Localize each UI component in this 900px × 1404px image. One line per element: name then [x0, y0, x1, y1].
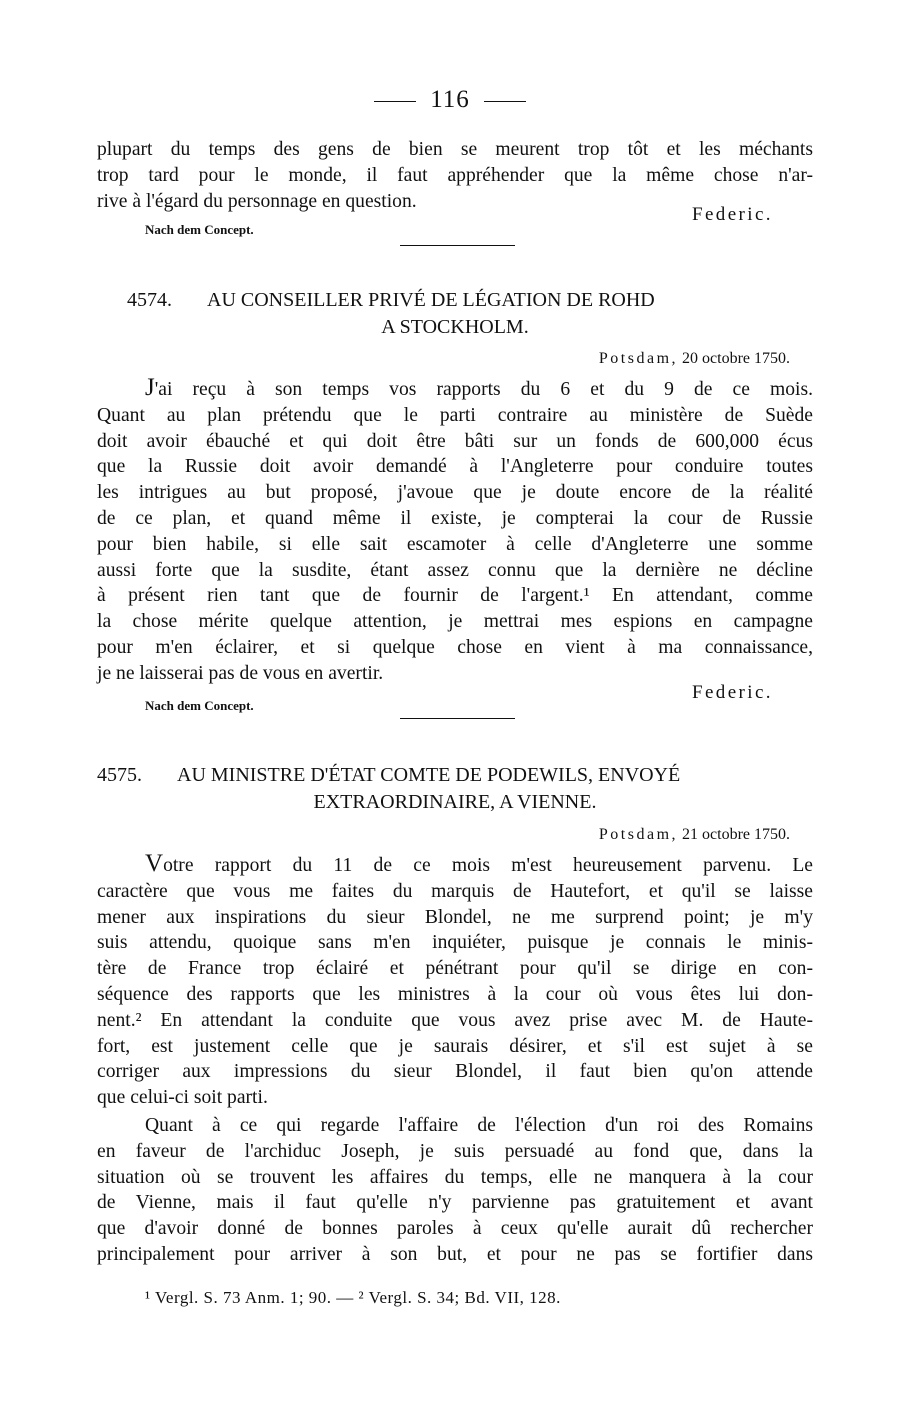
text-line: aussi forte que la susdite, étant assez connu que la dernière ne décline	[97, 559, 813, 581]
letter-number: 4575.	[97, 764, 142, 786]
page-number-text: 116	[430, 86, 470, 113]
text-line: suis attendu, quoique sans m'en inquiéter, puisque je connais le minis-	[97, 932, 813, 954]
text-line: nent.² En attendant la conduite que vous avez prise avec M. de Haute-	[97, 1009, 813, 1031]
dateline-date: 20 octobre 1750.	[682, 350, 790, 367]
signature: Federic.	[692, 682, 773, 703]
text-line: que d'avoir donné de bonnes paroles à ceux qu'elle aurait dû rechercher	[97, 1218, 813, 1240]
text-line: corriger aux impressions du sieur Blondel, il faut bien qu'on attende	[97, 1061, 813, 1083]
text-line: de Vienne, mais il faut qu'elle n'y parvienne pas gratuitement et avant	[97, 1192, 813, 1214]
page-number	[0, 86, 900, 114]
text-line: situation où se trouvent les affaires du temps, elle ne manquera à la cour	[97, 1166, 813, 1188]
text-line: caractère que vous me faites du marquis de Hautefort, et qu'il se laisse	[97, 880, 813, 902]
dateline-place: Potsdam,	[598, 350, 679, 367]
source-note: Nach dem Concept.	[145, 222, 254, 237]
dateline	[599, 350, 790, 368]
text-line: que la Russie doit avoir demandé à l'Angleterre pour conduire toutes	[97, 456, 813, 478]
text-line: Quant au plan prétendu que le parti contraire au ministère de Suède	[97, 404, 813, 426]
text-line: pour bien habile, si elle sait escamoter à celle d'Angleterre une somme	[97, 533, 813, 555]
letter-body	[97, 851, 813, 1111]
text-line: rive à l'égard du personnage en question.	[97, 190, 417, 212]
text-line-rest: otre rapport du 11 de ce mois m'est heureusement parvenu. Le	[163, 855, 813, 876]
text-line: à présent rien tant que de fournir de l'argent.¹ En attendant, comme	[97, 585, 813, 607]
text-line: trop tard pour le monde, il faut appréhender que la même chose n'ar-	[97, 164, 813, 186]
text-line: la chose mérite quelque attention, je mettrai mes espions en campagne	[97, 611, 813, 633]
page-number-dash-right	[484, 101, 526, 102]
dateline	[599, 826, 790, 844]
text-line: fort, est justement celle que je saurais désirer, et s'il est sujet à se	[97, 1035, 813, 1057]
text-line: je ne laisserai pas de vous en avertir.	[97, 662, 384, 684]
letter-heading	[97, 287, 813, 341]
text-line: en faveur de l'archiduc Joseph, je suis persuadé au fond que, dans la	[97, 1140, 813, 1162]
letter-body	[97, 375, 813, 687]
letter-heading	[97, 762, 813, 816]
heading-line: AU MINISTRE D'ÉTAT COMTE DE PODEWILS, ENVOYÉ	[177, 764, 681, 786]
text-line: que celui-ci soit parti.	[97, 1087, 268, 1109]
text-line: de ce plan, et quand même il existe, je compterai la cour de Russie	[97, 507, 813, 529]
text-line: mener aux inspirations du sieur Blondel, ne me surprend point; je m'y	[97, 906, 813, 928]
text-line-rest: 'ai reçu à son temps vos rapports du 6 et du 9 de ce mois.	[154, 379, 813, 400]
letter-body-continued	[97, 1113, 813, 1268]
signature: Federic.	[692, 204, 773, 225]
heading-line: EXTRAORDINAIRE, A VIENNE.	[313, 791, 597, 813]
section-rule	[400, 718, 515, 719]
initial-letter: V	[145, 850, 164, 877]
section-rule	[400, 245, 515, 246]
heading-line: A STOCKHOLM.	[381, 316, 529, 338]
text-line	[97, 375, 813, 403]
text-line: pour m'en éclairer, et si quelque chose en vient à ma connaissance,	[97, 636, 813, 658]
opening-paragraph	[97, 137, 813, 214]
text-line	[97, 851, 813, 879]
initial-letter: J	[145, 374, 155, 401]
text-line: Quant à ce qui regarde l'affaire de l'élection d'un roi des Romains	[145, 1115, 813, 1136]
text-line: doit avoir ébauché et qui doit être bâti sur un fonds de 600,000 écus	[97, 430, 813, 452]
dateline-place: Potsdam,	[598, 826, 679, 843]
heading-line: AU CONSEILLER PRIVÉ DE LÉGATION DE ROHD	[207, 289, 655, 311]
source-note: Nach dem Concept.	[145, 698, 254, 713]
text-line: principalement pour arriver à son but, et pour ne pas se fortifier dans	[97, 1243, 813, 1265]
text-line: séquence des rapports que les ministres à la cour où vous êtes lui don-	[97, 983, 813, 1005]
text-line: plupart du temps des gens de bien se meurent trop tôt et les méchants	[97, 139, 813, 160]
dateline-date: 21 octobre 1750.	[682, 826, 790, 843]
footnotes: ¹ Vergl. S. 73 Anm. 1; 90. — ² Vergl. S. 34; Bd. VII, 128.	[145, 1288, 561, 1307]
text-line: tère de France trop éclairé et pénétrant pour qu'il se dirige en con-	[97, 958, 813, 980]
letter-number: 4574.	[127, 289, 172, 311]
page-number-dash-left	[374, 101, 416, 102]
text-line: les intrigues au but proposé, j'avoue que je doute encore de la réalité	[97, 482, 813, 504]
